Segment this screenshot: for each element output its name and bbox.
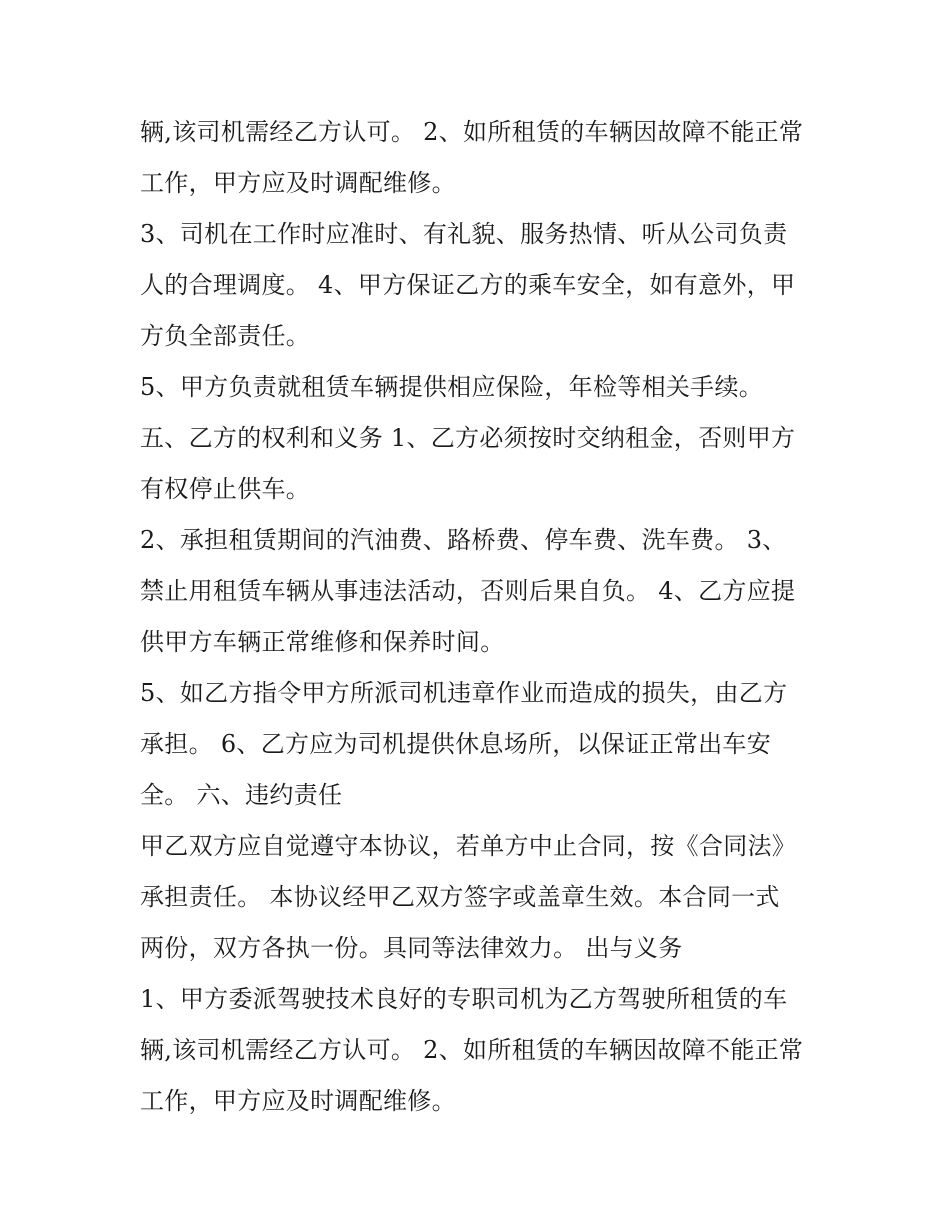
text-line: 承担。 6、乙方应为司机提供休息场所，以保证正常出车安 xyxy=(140,730,771,758)
text-line: 禁止用租赁车辆从事违法活动，否则后果自负。 4、乙方应提 xyxy=(140,577,796,605)
text-line: 辆,该司机需经乙方认可。 2、如所租赁的车辆因故障不能正常 xyxy=(140,118,804,146)
text-line: 1、甲方委派驾驶技术良好的专职司机为乙方驾驶所租赁的车 xyxy=(140,985,788,1013)
text-line: 工作，甲方应及时调配维修。 xyxy=(140,1087,456,1115)
text-line: 承担责任。 本协议经甲乙双方签字或盖章生效。本合同一式 xyxy=(140,883,780,911)
text-line: 5、如乙方指令甲方所派司机违章作业而造成的损失，由乙方 xyxy=(140,679,788,707)
text-line: 五、乙方的权利和义务 1、乙方必须按时交纳租金，否则甲方 xyxy=(140,424,796,452)
text-line: 辆,该司机需经乙方认可。 2、如所租赁的车辆因故障不能正常 xyxy=(140,1036,804,1064)
document-body xyxy=(140,107,820,1127)
text-line: 供甲方车辆正常维修和保养时间。 xyxy=(140,628,505,656)
text-line: 5、甲方负责就租赁车辆提供相应保险，年检等相关手续。 xyxy=(140,373,764,401)
text-line: 3、司机在工作时应准时、有礼貌、服务热情、听从公司负责 xyxy=(140,220,788,248)
text-line: 工作，甲方应及时调配维修。 xyxy=(140,169,456,197)
text-line: 全。 六、违约责任 xyxy=(140,781,343,809)
text-line: 方负全部责任。 xyxy=(140,322,311,350)
text-line: 有权停止供车。 xyxy=(140,475,311,503)
text-line: 人的合理调度。 4、甲方保证乙方的乘车安全，如有意外，甲 xyxy=(140,271,796,299)
text-line: 两份，双方各执一份。具同等法律效力。 出与义务 xyxy=(140,934,683,962)
text-line: 2、承担租赁期间的汽油费、路桥费、停车费、洗车费。 3、 xyxy=(140,526,787,554)
text-line: 甲乙双方应自觉遵守本协议，若单方中止合同，按《合同法》 xyxy=(140,832,797,860)
